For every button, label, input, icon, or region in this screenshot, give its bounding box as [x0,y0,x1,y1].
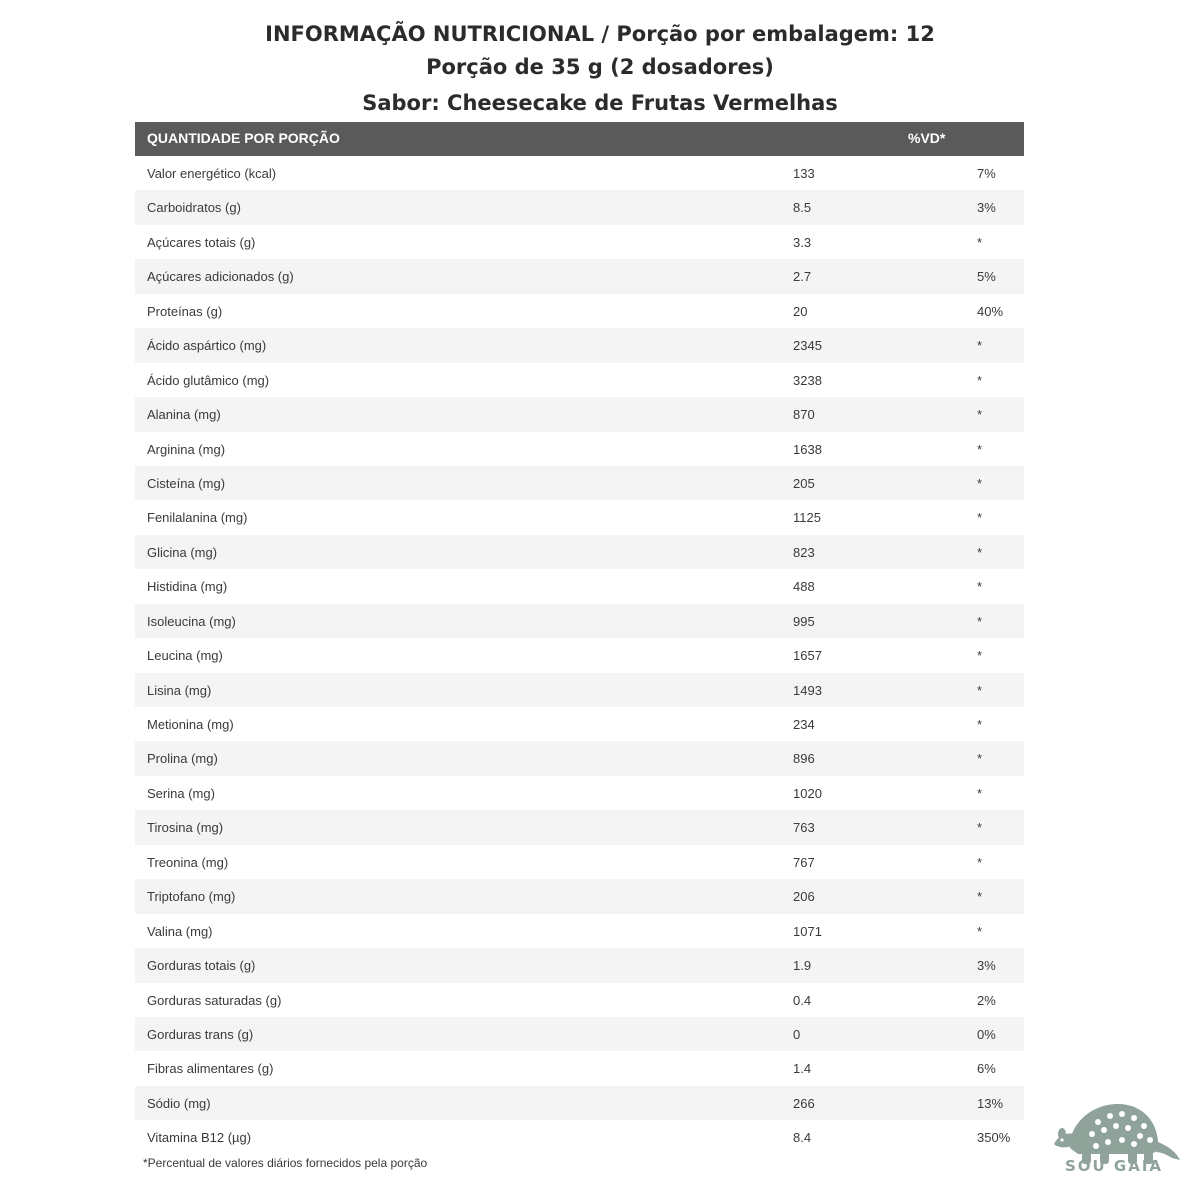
nutrient-amount: 234 [793,717,815,732]
nutrient-vd: 40% [977,303,1004,319]
nutrient-vd: * [977,441,983,457]
table-row [135,156,1024,190]
nutrient-name: Lisina (mg) [147,682,212,698]
nutrient-vd: 7% [977,166,996,181]
nutrient-amount: 266 [793,1095,815,1111]
nutrient-name: Ácido glutâmico (mg) [147,372,270,388]
nutrient-vd: 6% [977,1061,996,1077]
nutrient-amount: 763 [793,820,815,836]
nutrient-name: Serina (mg) [147,785,215,801]
nutrient-name: Gorduras totais (g) [147,958,256,974]
nutrient-name: Triptofano (mg) [147,889,236,905]
nutrient-amount: 1020 [793,785,822,801]
nutrient-vd: * [977,544,983,560]
nutrient-amount: 1.9 [793,958,812,974]
nutrient-name: Valor energético (kcal) [147,166,277,181]
nutrient-name: Isoleucina (mg) [147,613,236,629]
nutrient-vd: * [977,613,983,629]
table-row [135,535,1024,569]
nutrient-vd: 350% [977,1130,1011,1146]
nutrient-amount: 823 [793,544,815,560]
nutrient-amount: 1125 [793,510,821,526]
table-row [135,604,1024,638]
nutrient-amount: 995 [793,613,815,629]
nutrient-vd: * [977,923,983,939]
nutrient-amount: 488 [793,579,815,595]
nutrient-vd: 13% [977,1095,1004,1111]
nutrient-amount: 0.4 [793,992,812,1008]
nutrient-vd: 2% [977,992,996,1008]
nutrient-vd: * [977,372,983,388]
nutrient-name: Valina (mg) [147,923,213,939]
nutrient-amount: 1.4 [793,1061,812,1077]
nutrient-amount: 1493 [793,682,822,698]
nutrient-name: Glicina (mg) [147,544,218,560]
nutrient-vd: * [977,682,983,698]
nutrient-vd: * [977,234,983,250]
nutrient-amount: 3.3 [793,234,812,250]
table-row [135,1086,1024,1120]
nutrient-name: Prolina (mg) [147,751,218,767]
table-row [135,673,1024,707]
nutrient-amount: 20 [793,303,808,319]
nutrient-amount: 1657 [793,648,822,664]
nutrient-vd: * [977,717,983,732]
nutrient-vd: 3% [977,200,996,216]
table-row [135,259,1024,293]
nutrient-name: Gorduras trans (g) [147,1026,254,1042]
nutrient-amount: 870 [793,407,815,423]
nutrient-name: Histidina (mg) [147,579,228,595]
table-row [135,294,1024,328]
footnote: *Percentual de valores diários fornecidos pela porção [143,1156,428,1170]
nutrient-amount: 133 [793,166,815,181]
nutrient-vd: * [977,751,983,767]
nutrient-amount: 2.7 [793,269,812,285]
vd-column-header: %VD* [908,130,946,146]
nutrient-name: Carboidratos (g) [147,200,241,216]
nutrient-vd: * [977,510,983,526]
nutrient-name: Açúcares totais (g) [147,234,256,250]
table-row [135,741,1024,775]
table-row [135,879,1024,913]
nutrient-vd: * [977,407,983,423]
nutrient-amount: 8.4 [793,1130,812,1146]
nutrient-vd: 5% [977,269,996,285]
nutrient-vd: * [977,475,983,491]
nutrient-amount: 205 [793,475,815,491]
table-row [135,707,1024,741]
nutrient-name: Arginina (mg) [147,441,226,457]
nutrient-vd: 0% [977,1026,996,1042]
nutrient-name: Vitamina B12 (µg) [147,1130,252,1146]
flavor-title: Sabor: Cheesecake de Frutas Vermelhas [362,91,838,115]
table-row [135,948,1024,982]
table-row [135,190,1024,224]
nutrient-amount: 896 [793,751,815,767]
nutrient-amount: 1638 [793,441,822,457]
nutrient-name: Ácido aspártico (mg) [147,338,267,354]
nutrient-vd: * [977,854,983,870]
nutrient-name: Cisteína (mg) [147,475,226,491]
table-row [135,432,1024,466]
nutrient-vd: * [977,338,983,354]
nutrient-vd: 3% [977,958,996,974]
table-row [135,1017,1024,1051]
table-row [135,983,1024,1017]
nutrient-amount: 3238 [793,372,822,388]
table-row [135,914,1024,948]
brand-name: SOU GAIA [1064,1157,1164,1175]
nutrient-vd: * [977,785,983,801]
nutrient-amount: 1071 [793,923,822,939]
nutrient-name: Alanina (mg) [147,407,221,423]
table-row [135,810,1024,844]
nutrient-name: Açúcares adicionados (g) [147,269,294,285]
table-row [135,569,1024,603]
nutrition-table [135,122,1024,1155]
table-row [135,363,1024,397]
nutrient-amount: 2345 [793,338,822,354]
nutrient-name: Leucina (mg) [147,648,223,664]
nutrient-name: Tirosina (mg) [147,820,224,836]
table-row [135,638,1024,672]
nutrient-amount: 206 [793,889,815,905]
table-body [135,156,1024,1155]
quantity-column-header: QUANTIDADE POR PORÇÃO [147,130,340,146]
page-title: INFORMAÇÃO NUTRICIONAL / Porção por embalagem: 12 [265,22,935,46]
nutrient-vd: * [977,889,983,905]
nutrient-name: Sódio (mg) [147,1095,211,1111]
table-row [135,225,1024,259]
table-row [135,500,1024,534]
nutrient-name: Fibras alimentares (g) [147,1061,274,1077]
nutrient-name: Treonina (mg) [147,854,229,870]
nutrient-name: Fenilalanina (mg) [147,510,248,526]
nutrient-amount: 767 [793,854,815,870]
nutrient-amount: 8.5 [793,200,812,216]
table-header [135,122,1024,156]
table-row [135,397,1024,431]
table-row [135,845,1024,879]
table-row [135,776,1024,810]
serving-size: Porção de 35 g (2 dosadores) [426,55,774,79]
nutrient-vd: * [977,648,983,664]
table-row [135,1120,1024,1154]
nutrient-name: Gorduras saturadas (g) [147,992,282,1008]
table-row [135,328,1024,362]
nutrient-vd: * [977,820,983,836]
nutrient-name: Proteínas (g) [147,303,223,319]
table-row [135,466,1024,500]
table-row [135,1051,1024,1085]
nutrient-vd: * [977,579,983,595]
nutrient-amount: 0 [793,1026,801,1042]
nutrient-name: Metionina (mg) [147,717,234,732]
